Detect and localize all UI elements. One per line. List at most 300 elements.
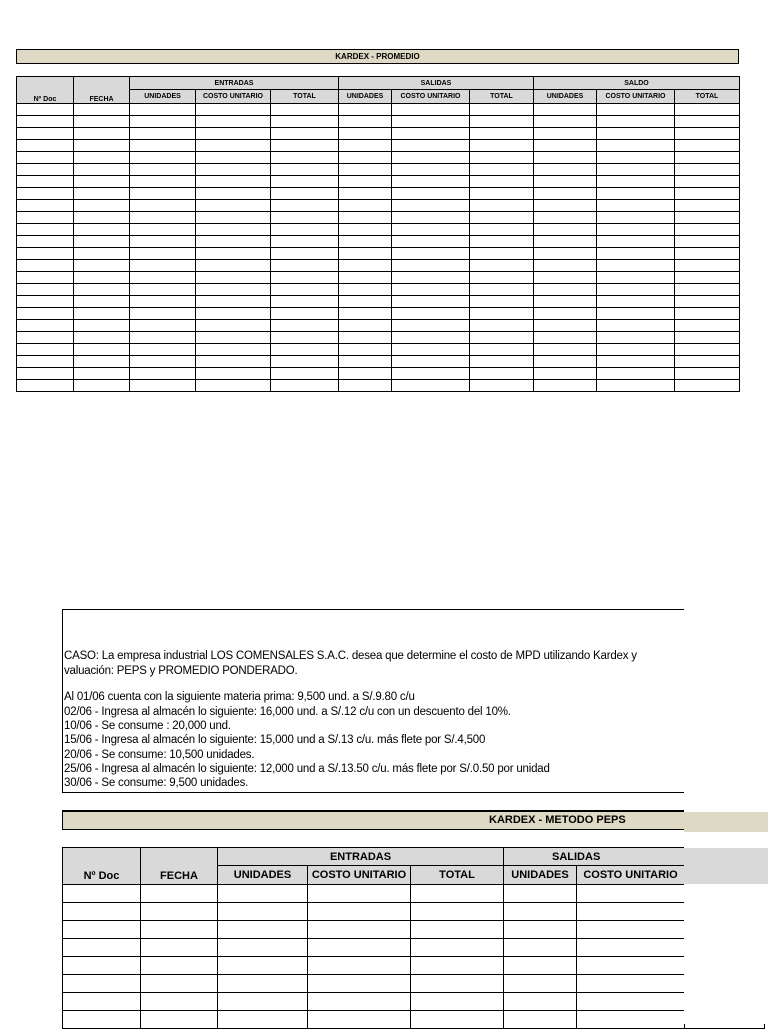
table-cell[interactable] [218,939,308,957]
table-cell[interactable] [534,104,597,116]
table-cell[interactable] [271,344,339,356]
table-cell[interactable] [470,164,534,176]
table-cell[interactable] [675,188,740,200]
table-cell[interactable] [339,140,392,152]
table-cell[interactable] [141,939,218,957]
table-cell[interactable] [411,975,504,993]
table-cell[interactable] [504,975,577,993]
table-cell[interactable] [392,152,470,164]
table-cell[interactable] [675,236,740,248]
table-cell[interactable] [597,176,675,188]
table-cell[interactable] [271,308,339,320]
table-cell[interactable] [74,164,130,176]
table-cell[interactable] [504,957,577,975]
table-cell[interactable] [339,308,392,320]
table-cell[interactable] [17,272,74,284]
table-cell[interactable] [675,332,740,344]
table-cell[interactable] [392,332,470,344]
table-cell[interactable] [141,903,218,921]
table-cell[interactable] [675,308,740,320]
table-cell[interactable] [271,296,339,308]
table-cell[interactable] [392,308,470,320]
table-cell[interactable] [271,176,339,188]
table-cell[interactable] [63,975,141,993]
table-cell[interactable] [597,284,675,296]
table-cell[interactable] [597,356,675,368]
table-cell[interactable] [339,272,392,284]
table-cell[interactable] [17,332,74,344]
table-cell[interactable] [218,975,308,993]
table-cell[interactable] [308,975,411,993]
table-cell[interactable] [339,320,392,332]
table-cell[interactable] [196,188,271,200]
table-cell[interactable] [74,176,130,188]
table-cell[interactable] [63,957,141,975]
table-cell[interactable] [470,152,534,164]
table-cell[interactable] [74,104,130,116]
table-cell[interactable] [470,224,534,236]
table-cell[interactable] [130,224,196,236]
table-cell[interactable] [17,224,74,236]
table-cell[interactable] [271,272,339,284]
table-cell[interactable] [534,152,597,164]
table-cell[interactable] [392,272,470,284]
table-cell[interactable] [392,284,470,296]
table-cell[interactable] [196,200,271,212]
table-cell[interactable] [196,248,271,260]
table-cell[interactable] [196,104,271,116]
table-cell[interactable] [130,380,196,392]
table-cell[interactable] [339,164,392,176]
table-cell[interactable] [597,320,675,332]
table-cell[interactable] [74,284,130,296]
table-cell[interactable] [534,128,597,140]
table-cell[interactable] [675,248,740,260]
table-cell[interactable] [675,164,740,176]
table-cell[interactable] [675,296,740,308]
table-cell[interactable] [392,164,470,176]
table-cell[interactable] [196,164,271,176]
table-cell[interactable] [130,152,196,164]
table-cell[interactable] [470,308,534,320]
table-cell[interactable] [504,1011,577,1029]
table-cell[interactable] [218,903,308,921]
table-cell[interactable] [339,188,392,200]
table-cell[interactable] [534,212,597,224]
table-cell[interactable] [308,939,411,957]
table-cell[interactable] [470,212,534,224]
table-cell[interactable] [470,260,534,272]
table-cell[interactable] [141,975,218,993]
table-cell[interactable] [597,308,675,320]
table-cell[interactable] [597,212,675,224]
table-cell[interactable] [17,380,74,392]
table-cell[interactable] [577,957,685,975]
table-cell[interactable] [470,368,534,380]
table-cell[interactable] [504,885,577,903]
table-cell[interactable] [74,380,130,392]
table-cell[interactable] [339,296,392,308]
table-cell[interactable] [470,356,534,368]
table-cell[interactable] [130,116,196,128]
table-cell[interactable] [271,380,339,392]
table-cell[interactable] [392,260,470,272]
table-cell[interactable] [470,140,534,152]
table-cell[interactable] [411,957,504,975]
table-cell[interactable] [597,128,675,140]
table-cell[interactable] [130,308,196,320]
table-cell[interactable] [339,176,392,188]
table-cell[interactable] [597,116,675,128]
table-cell[interactable] [196,320,271,332]
table-cell[interactable] [392,236,470,248]
table-cell[interactable] [63,939,141,957]
table-cell[interactable] [470,116,534,128]
table-cell[interactable] [411,921,504,939]
table-cell[interactable] [271,116,339,128]
table-cell[interactable] [411,939,504,957]
table-cell[interactable] [218,957,308,975]
table-cell[interactable] [534,308,597,320]
table-cell[interactable] [218,885,308,903]
table-cell[interactable] [271,236,339,248]
table-cell[interactable] [339,152,392,164]
table-cell[interactable] [392,200,470,212]
table-cell[interactable] [470,200,534,212]
table-cell[interactable] [17,212,74,224]
table-cell[interactable] [271,104,339,116]
table-cell[interactable] [597,332,675,344]
table-cell[interactable] [339,380,392,392]
table-cell[interactable] [534,368,597,380]
table-cell[interactable] [392,344,470,356]
table-cell[interactable] [339,116,392,128]
table-cell[interactable] [392,356,470,368]
table-cell[interactable] [17,308,74,320]
table-cell[interactable] [17,200,74,212]
table-cell[interactable] [411,1011,504,1029]
table-cell[interactable] [597,188,675,200]
table-cell[interactable] [130,368,196,380]
table-cell[interactable] [534,356,597,368]
table-cell[interactable] [597,368,675,380]
table-cell[interactable] [196,308,271,320]
table-cell[interactable] [534,224,597,236]
table-cell[interactable] [675,368,740,380]
table-cell[interactable] [271,152,339,164]
table-cell[interactable] [141,957,218,975]
table-cell[interactable] [271,128,339,140]
table-cell[interactable] [392,212,470,224]
table-cell[interactable] [470,128,534,140]
table-cell[interactable] [74,236,130,248]
table-cell[interactable] [675,104,740,116]
table-cell[interactable] [308,1011,411,1029]
table-cell[interactable] [470,248,534,260]
table-cell[interactable] [196,356,271,368]
table-cell[interactable] [63,993,141,1011]
table-cell[interactable] [534,140,597,152]
table-cell[interactable] [470,104,534,116]
table-cell[interactable] [392,140,470,152]
table-cell[interactable] [534,176,597,188]
table-cell[interactable] [196,212,271,224]
table-cell[interactable] [271,284,339,296]
table-cell[interactable] [130,128,196,140]
table-cell[interactable] [392,188,470,200]
table-cell[interactable] [63,1011,141,1029]
table-cell[interactable] [308,993,411,1011]
table-cell[interactable] [392,116,470,128]
table-cell[interactable] [74,224,130,236]
table-cell[interactable] [534,260,597,272]
table-cell[interactable] [339,236,392,248]
table-cell[interactable] [339,224,392,236]
table-cell[interactable] [577,1011,685,1029]
table-cell[interactable] [196,332,271,344]
table-cell[interactable] [675,116,740,128]
table-cell[interactable] [130,140,196,152]
table-cell[interactable] [17,368,74,380]
table-cell[interactable] [141,885,218,903]
table-cell[interactable] [196,368,271,380]
table-cell[interactable] [597,140,675,152]
table-cell[interactable] [504,921,577,939]
table-cell[interactable] [63,921,141,939]
table-cell[interactable] [74,260,130,272]
table-cell[interactable] [597,380,675,392]
table-cell[interactable] [534,236,597,248]
table-cell[interactable] [392,248,470,260]
table-cell[interactable] [675,320,740,332]
table-cell[interactable] [130,296,196,308]
table-cell[interactable] [141,993,218,1011]
table-cell[interactable] [308,957,411,975]
table-cell[interactable] [74,128,130,140]
table-cell[interactable] [63,885,141,903]
table-cell[interactable] [597,296,675,308]
table-cell[interactable] [74,248,130,260]
table-cell[interactable] [534,248,597,260]
table-cell[interactable] [271,188,339,200]
table-cell[interactable] [17,236,74,248]
table-cell[interactable] [130,248,196,260]
table-cell[interactable] [392,368,470,380]
table-cell[interactable] [130,104,196,116]
table-cell[interactable] [675,212,740,224]
table-cell[interactable] [271,260,339,272]
table-cell[interactable] [74,188,130,200]
table-cell[interactable] [17,176,74,188]
table-cell[interactable] [17,104,74,116]
table-cell[interactable] [271,248,339,260]
table-cell[interactable] [504,903,577,921]
table-cell[interactable] [534,164,597,176]
table-cell[interactable] [534,332,597,344]
table-cell[interactable] [470,236,534,248]
table-cell[interactable] [74,356,130,368]
table-cell[interactable] [675,200,740,212]
table-cell[interactable] [196,140,271,152]
table-cell[interactable] [597,200,675,212]
table-cell[interactable] [271,212,339,224]
table-cell[interactable] [271,368,339,380]
table-cell[interactable] [392,224,470,236]
table-cell[interactable] [597,104,675,116]
table-cell[interactable] [597,344,675,356]
table-cell[interactable] [392,128,470,140]
table-cell[interactable] [339,212,392,224]
table-cell[interactable] [411,885,504,903]
table-cell[interactable] [675,224,740,236]
table-cell[interactable] [534,116,597,128]
table-cell[interactable] [17,188,74,200]
table-cell[interactable] [130,164,196,176]
table-cell[interactable] [74,152,130,164]
table-cell[interactable] [74,200,130,212]
table-cell[interactable] [597,272,675,284]
table-cell[interactable] [17,128,74,140]
table-cell[interactable] [470,320,534,332]
table-cell[interactable] [196,236,271,248]
table-cell[interactable] [339,104,392,116]
table-cell[interactable] [577,885,685,903]
table-cell[interactable] [534,320,597,332]
table-cell[interactable] [339,200,392,212]
table-cell[interactable] [597,260,675,272]
table-cell[interactable] [74,344,130,356]
table-cell[interactable] [130,344,196,356]
table-cell[interactable] [597,248,675,260]
table-cell[interactable] [17,284,74,296]
table-cell[interactable] [504,939,577,957]
table-cell[interactable] [17,344,74,356]
table-cell[interactable] [470,296,534,308]
table-cell[interactable] [675,344,740,356]
table-cell[interactable] [470,332,534,344]
table-cell[interactable] [577,975,685,993]
table-cell[interactable] [17,320,74,332]
table-cell[interactable] [339,356,392,368]
table-cell[interactable] [411,903,504,921]
table-cell[interactable] [130,176,196,188]
table-cell[interactable] [675,140,740,152]
table-cell[interactable] [130,212,196,224]
table-cell[interactable] [130,332,196,344]
table-cell[interactable] [675,260,740,272]
table-cell[interactable] [17,140,74,152]
table-cell[interactable] [74,308,130,320]
table-cell[interactable] [534,380,597,392]
table-cell[interactable] [504,993,577,1011]
table-cell[interactable] [130,188,196,200]
table-cell[interactable] [130,284,196,296]
table-cell[interactable] [392,296,470,308]
table-cell[interactable] [392,380,470,392]
table-cell[interactable] [470,380,534,392]
table-cell[interactable] [675,380,740,392]
table-cell[interactable] [339,344,392,356]
table-cell[interactable] [141,1011,218,1029]
table-cell[interactable] [130,320,196,332]
table-cell[interactable] [675,272,740,284]
table-cell[interactable] [392,320,470,332]
table-cell[interactable] [675,128,740,140]
table-cell[interactable] [74,332,130,344]
table-cell[interactable] [74,368,130,380]
table-cell[interactable] [63,903,141,921]
table-cell[interactable] [339,248,392,260]
table-cell[interactable] [675,284,740,296]
table-cell[interactable] [392,176,470,188]
table-cell[interactable] [17,296,74,308]
table-cell[interactable] [577,939,685,957]
table-cell[interactable] [17,116,74,128]
table-cell[interactable] [470,272,534,284]
table-cell[interactable] [130,260,196,272]
table-cell[interactable] [675,152,740,164]
table-cell[interactable] [218,921,308,939]
table-cell[interactable] [534,284,597,296]
table-cell[interactable] [308,903,411,921]
table-cell[interactable] [130,200,196,212]
table-cell[interactable] [196,344,271,356]
table-cell[interactable] [196,380,271,392]
table-cell[interactable] [271,140,339,152]
table-cell[interactable] [339,260,392,272]
table-cell[interactable] [271,332,339,344]
table-cell[interactable] [470,176,534,188]
table-cell[interactable] [597,152,675,164]
table-cell[interactable] [597,236,675,248]
table-cell[interactable] [218,993,308,1011]
table-cell[interactable] [196,128,271,140]
table-cell[interactable] [308,885,411,903]
table-cell[interactable] [196,296,271,308]
table-cell[interactable] [17,248,74,260]
table-cell[interactable] [130,356,196,368]
table-cell[interactable] [74,212,130,224]
table-cell[interactable] [597,224,675,236]
table-cell[interactable] [196,116,271,128]
table-cell[interactable] [74,296,130,308]
table-cell[interactable] [74,116,130,128]
table-cell[interactable] [597,164,675,176]
table-cell[interactable] [339,368,392,380]
table-cell[interactable] [74,140,130,152]
table-cell[interactable] [411,993,504,1011]
table-cell[interactable] [196,284,271,296]
table-cell[interactable] [271,224,339,236]
table-cell[interactable] [196,272,271,284]
table-cell[interactable] [130,272,196,284]
table-cell[interactable] [675,356,740,368]
table-cell[interactable] [17,152,74,164]
table-cell[interactable] [470,344,534,356]
table-cell[interactable] [534,344,597,356]
table-cell[interactable] [196,152,271,164]
table-cell[interactable] [17,356,74,368]
table-cell[interactable] [74,320,130,332]
table-cell[interactable] [74,272,130,284]
table-cell[interactable] [534,296,597,308]
table-cell[interactable] [577,993,685,1011]
table-cell[interactable] [339,128,392,140]
table-cell[interactable] [271,200,339,212]
table-cell[interactable] [17,164,74,176]
table-cell[interactable] [271,320,339,332]
table-cell[interactable] [470,188,534,200]
